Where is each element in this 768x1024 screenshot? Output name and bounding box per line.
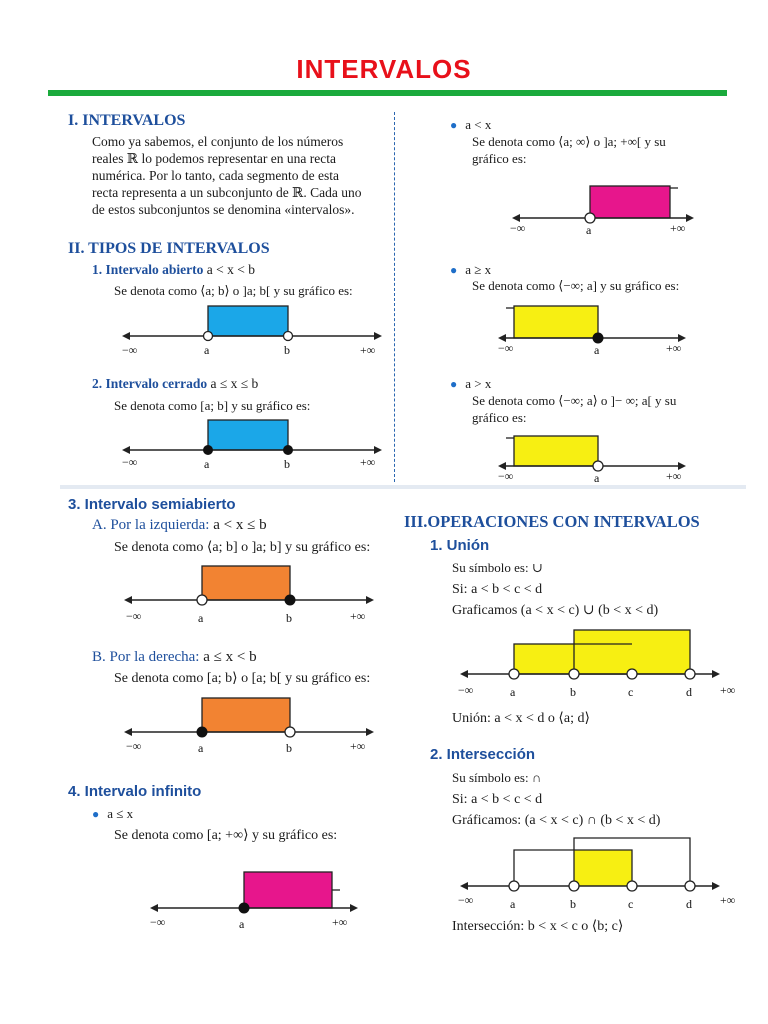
desc-line: Se denota como ⟨a; ∞⟩ o ]a; +∞[ y su <box>472 134 666 149</box>
union-title: 1. Unión <box>430 537 490 554</box>
bullet-a-le-x-desc: Se denota como [a; +∞⟩ y su gráfico es: <box>114 828 338 843</box>
section-1-text <box>92 133 384 218</box>
open-interval-desc: Se denota como ⟨a; b⟩ o ]a; b[ y su gráfico es: <box>114 283 353 298</box>
inf-a-le-x-graph <box>148 868 368 934</box>
semi-left-label: A. Por la izquierda: <box>92 517 210 533</box>
inf-a-lt-x-graph <box>510 182 700 240</box>
desc-line: gráfico es: <box>472 151 527 166</box>
pos-inf-label: +∞ <box>666 469 682 483</box>
intersection-symbol: Su símbolo es: ∩ <box>452 770 542 785</box>
semi-right-title <box>92 649 257 666</box>
b-label: b <box>570 897 576 911</box>
closed-interval-title <box>92 376 258 392</box>
section-1-heading: I. INTERVALOS <box>68 112 186 129</box>
union-result: Unión: a < x < d o ⟨a; d⟩ <box>452 711 590 726</box>
a-label: a <box>198 741 204 755</box>
a-label: a <box>204 343 210 357</box>
open-interval-condition: a < x < b <box>206 262 255 277</box>
pos-inf-label: +∞ <box>670 221 686 235</box>
b-label: b <box>570 685 576 699</box>
closed-interval-graph <box>120 412 390 476</box>
neg-inf-label: −∞ <box>458 893 474 907</box>
open-interval-title <box>92 262 255 278</box>
bullet-icon: ● <box>450 377 458 391</box>
union-condition: Si: a < b < c < d <box>452 582 543 597</box>
bullet-a-ge-x-desc: Se denota como ⟨−∞; a] y su gráfico es: <box>472 278 680 293</box>
title-rule <box>48 90 727 96</box>
neg-inf-label: −∞ <box>126 739 142 753</box>
text-line: recta representa a un subconjunto de ℝ. Cada uno <box>92 185 362 200</box>
desc-line: Se denota como ⟨−∞; a⟩ o ]− ∞; a[ y su <box>472 393 677 408</box>
inf-a-gt-x-graph <box>496 432 696 486</box>
bullet-text: a < x <box>465 117 492 132</box>
column-divider <box>394 112 395 482</box>
bullet-a-ge-x <box>450 262 491 278</box>
infinite-interval-title: 4. Intervalo infinito <box>68 783 202 800</box>
intersection-graph-caption: Gráficamos: (a < x < c) ∩ (b < x < d) <box>452 813 661 828</box>
a-label: a <box>594 343 600 357</box>
a-label: a <box>594 471 600 485</box>
neg-inf-label: −∞ <box>510 221 526 235</box>
bullet-a-le-x <box>92 806 133 822</box>
union-graph <box>458 624 744 704</box>
a-label: a <box>198 611 204 625</box>
neg-inf-label: −∞ <box>122 455 138 469</box>
bullet-text: a ≥ x <box>465 262 492 277</box>
closed-interval-desc: Se denota como [a; b] y su gráfico es: <box>114 398 311 413</box>
intersection-title: 2. Intersección <box>430 746 536 763</box>
pos-inf-label: +∞ <box>350 739 366 753</box>
a-label: a <box>204 457 210 471</box>
union-graph-caption: Graficamos (a < x < c) ∪ (b < x < d) <box>452 603 659 618</box>
semi-left-graph <box>122 560 382 628</box>
closed-interval-name: 2. Intervalo cerrado <box>92 376 208 391</box>
intersection-result: Intersección: b < x < c o ⟨b; c⟩ <box>452 919 624 934</box>
pos-inf-label: +∞ <box>666 341 682 355</box>
neg-inf-label: −∞ <box>498 341 514 355</box>
semi-right-condition: a ≤ x < b <box>203 649 257 665</box>
semi-open-title: 3. Intervalo semiabierto <box>68 496 236 513</box>
neg-inf-label: −∞ <box>458 683 474 697</box>
b-label: b <box>284 343 290 357</box>
semi-right-label: B. Por la derecha: <box>92 649 200 665</box>
desc-line: gráfico es: <box>472 410 527 425</box>
text-line: numérica. Por lo tanto, cada segmento de esta <box>92 168 340 183</box>
section-3-heading: III.OPERACIONES CON INTERVALOS <box>404 512 700 531</box>
pos-inf-label: +∞ <box>720 893 736 907</box>
text-line: Como ya sabemos, el conjunto de los números <box>92 134 344 149</box>
c-label: c <box>628 897 634 911</box>
bullet-a-gt-x-desc <box>472 392 676 426</box>
bullet-icon: ● <box>450 263 458 277</box>
bullet-icon: ● <box>450 118 458 132</box>
intersection-condition: Si: a < b < c < d <box>452 792 543 807</box>
d-label: d <box>686 685 692 699</box>
semi-right-desc: Se denota como [a; b⟩ o [a; b[ y su gráfico es: <box>114 671 371 686</box>
semi-left-desc: Se denota como ⟨a; b] o ]a; b] y su gráfico es: <box>114 540 371 555</box>
bullet-a-lt-x-desc <box>472 133 666 167</box>
b-label: b <box>286 741 292 755</box>
d-label: d <box>686 897 692 911</box>
bullet-text: a > x <box>465 376 492 391</box>
a-label: a <box>510 897 516 911</box>
intersection-graph <box>458 832 744 916</box>
semi-left-title <box>92 517 267 534</box>
pos-inf-label: +∞ <box>360 343 376 357</box>
page-title: INTERVALOS <box>296 54 472 84</box>
inf-a-ge-x-graph <box>496 302 696 358</box>
neg-inf-label: −∞ <box>126 609 142 623</box>
open-interval-graph <box>120 298 390 362</box>
b-label: b <box>284 457 290 471</box>
neg-inf-label: −∞ <box>498 469 514 483</box>
pos-inf-label: +∞ <box>360 455 376 469</box>
section-2-heading: II. TIPOS DE INTERVALOS <box>68 240 270 257</box>
text-line: de estos subconjuntos se denomina «intervalos». <box>92 202 355 217</box>
pos-inf-label: +∞ <box>332 915 348 929</box>
union-symbol: Su símbolo es: ∪ <box>452 560 543 575</box>
neg-inf-label: −∞ <box>150 915 166 929</box>
b-label: b <box>286 611 292 625</box>
open-interval-name: 1. Intervalo abierto <box>92 262 204 277</box>
text-line: reales ℝ lo podemos representar en una recta <box>92 151 336 166</box>
semi-right-graph <box>122 692 382 760</box>
a-label: a <box>239 917 245 931</box>
pos-inf-label: +∞ <box>350 609 366 623</box>
bullet-icon: ● <box>92 807 100 821</box>
a-label: a <box>586 223 592 237</box>
bullet-a-gt-x <box>450 376 491 392</box>
semi-left-condition: a < x ≤ b <box>213 517 267 533</box>
bullet-a-lt-x <box>450 117 491 133</box>
pos-inf-label: +∞ <box>720 683 736 697</box>
a-label: a <box>510 685 516 699</box>
closed-interval-condition: a ≤ x ≤ b <box>210 376 259 391</box>
c-label: c <box>628 685 634 699</box>
bullet-text: a ≤ x <box>107 806 134 821</box>
neg-inf-label: −∞ <box>122 343 138 357</box>
